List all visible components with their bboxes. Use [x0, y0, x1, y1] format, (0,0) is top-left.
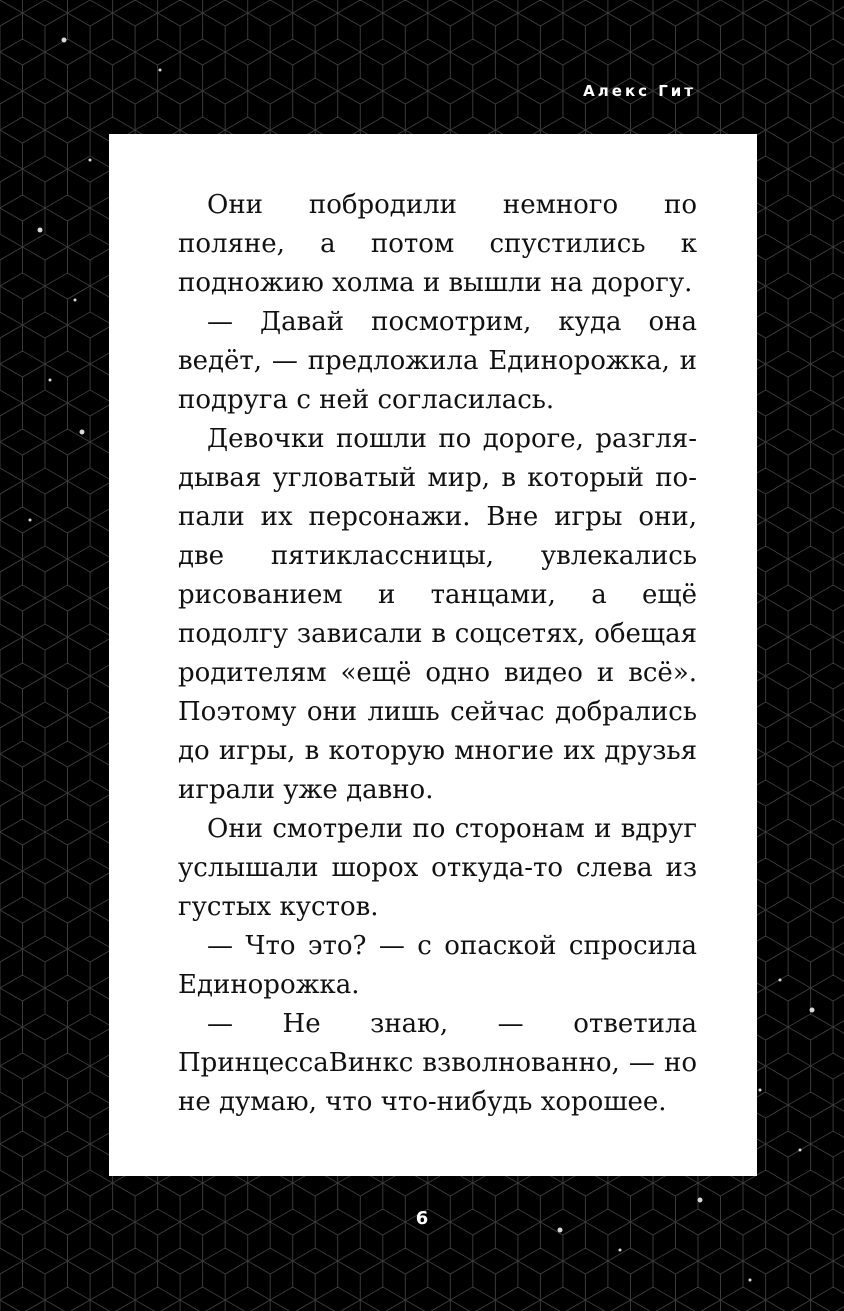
sparkle-dot: [74, 299, 77, 302]
sparkle-dot: [749, 1279, 752, 1282]
page-text-area: [109, 134, 757, 1176]
sparkle-dot: [29, 519, 32, 522]
paragraph-4: Они смотрели по сторонам и вдруг услышали шорох откуда-то слева из густых кустов.: [178, 814, 697, 922]
running-header-author: Алекс Гит: [583, 82, 696, 100]
page-number: 6: [415, 1208, 429, 1229]
paragraph-3: Девочки пошли по дороге, разглядывая угловатый мир, в который попали их персонажи. Вне игры они, две пятиклассницы, увлекались рисованием и танцами, а ещё подолгу зависали в соцсетях, обещая родителям «ещё одно видео и всё». Поэтому они лишь сейчас добрались до игры, в которую многие их друзья играли уже давно.: [178, 424, 697, 805]
sparkle-dot: [619, 1249, 622, 1252]
sparkle-dot: [810, 1008, 815, 1013]
sparkle-dot: [80, 430, 85, 435]
sparkle-dot: [62, 38, 67, 43]
paragraph-2: — Давай посмотрим, куда она ведёт, — предложила Единорожка, и подруга с ней согласилась.: [178, 307, 697, 415]
sparkle-dot: [779, 979, 782, 982]
paragraph-5: — Что это? — с опаской спросила Единорожка.: [178, 931, 697, 1000]
sparkle-dot: [49, 379, 52, 382]
sparkle-dot: [159, 69, 162, 72]
paragraph-1: Они побродили немного по поляне, а потом спустились к подножию холма и вышли на дорогу.: [178, 190, 697, 298]
sparkle-dot: [89, 159, 92, 162]
sparkle-dot: [38, 228, 43, 233]
sparkle-dot: [799, 1149, 802, 1152]
sparkle-dot: [759, 1089, 762, 1092]
paragraph-6: — Не знаю, — ответила ПринцессаВинкс взволнованно, — но не думаю, что что-нибудь хорошее.: [178, 1009, 697, 1117]
sparkle-dot: [698, 1198, 703, 1203]
